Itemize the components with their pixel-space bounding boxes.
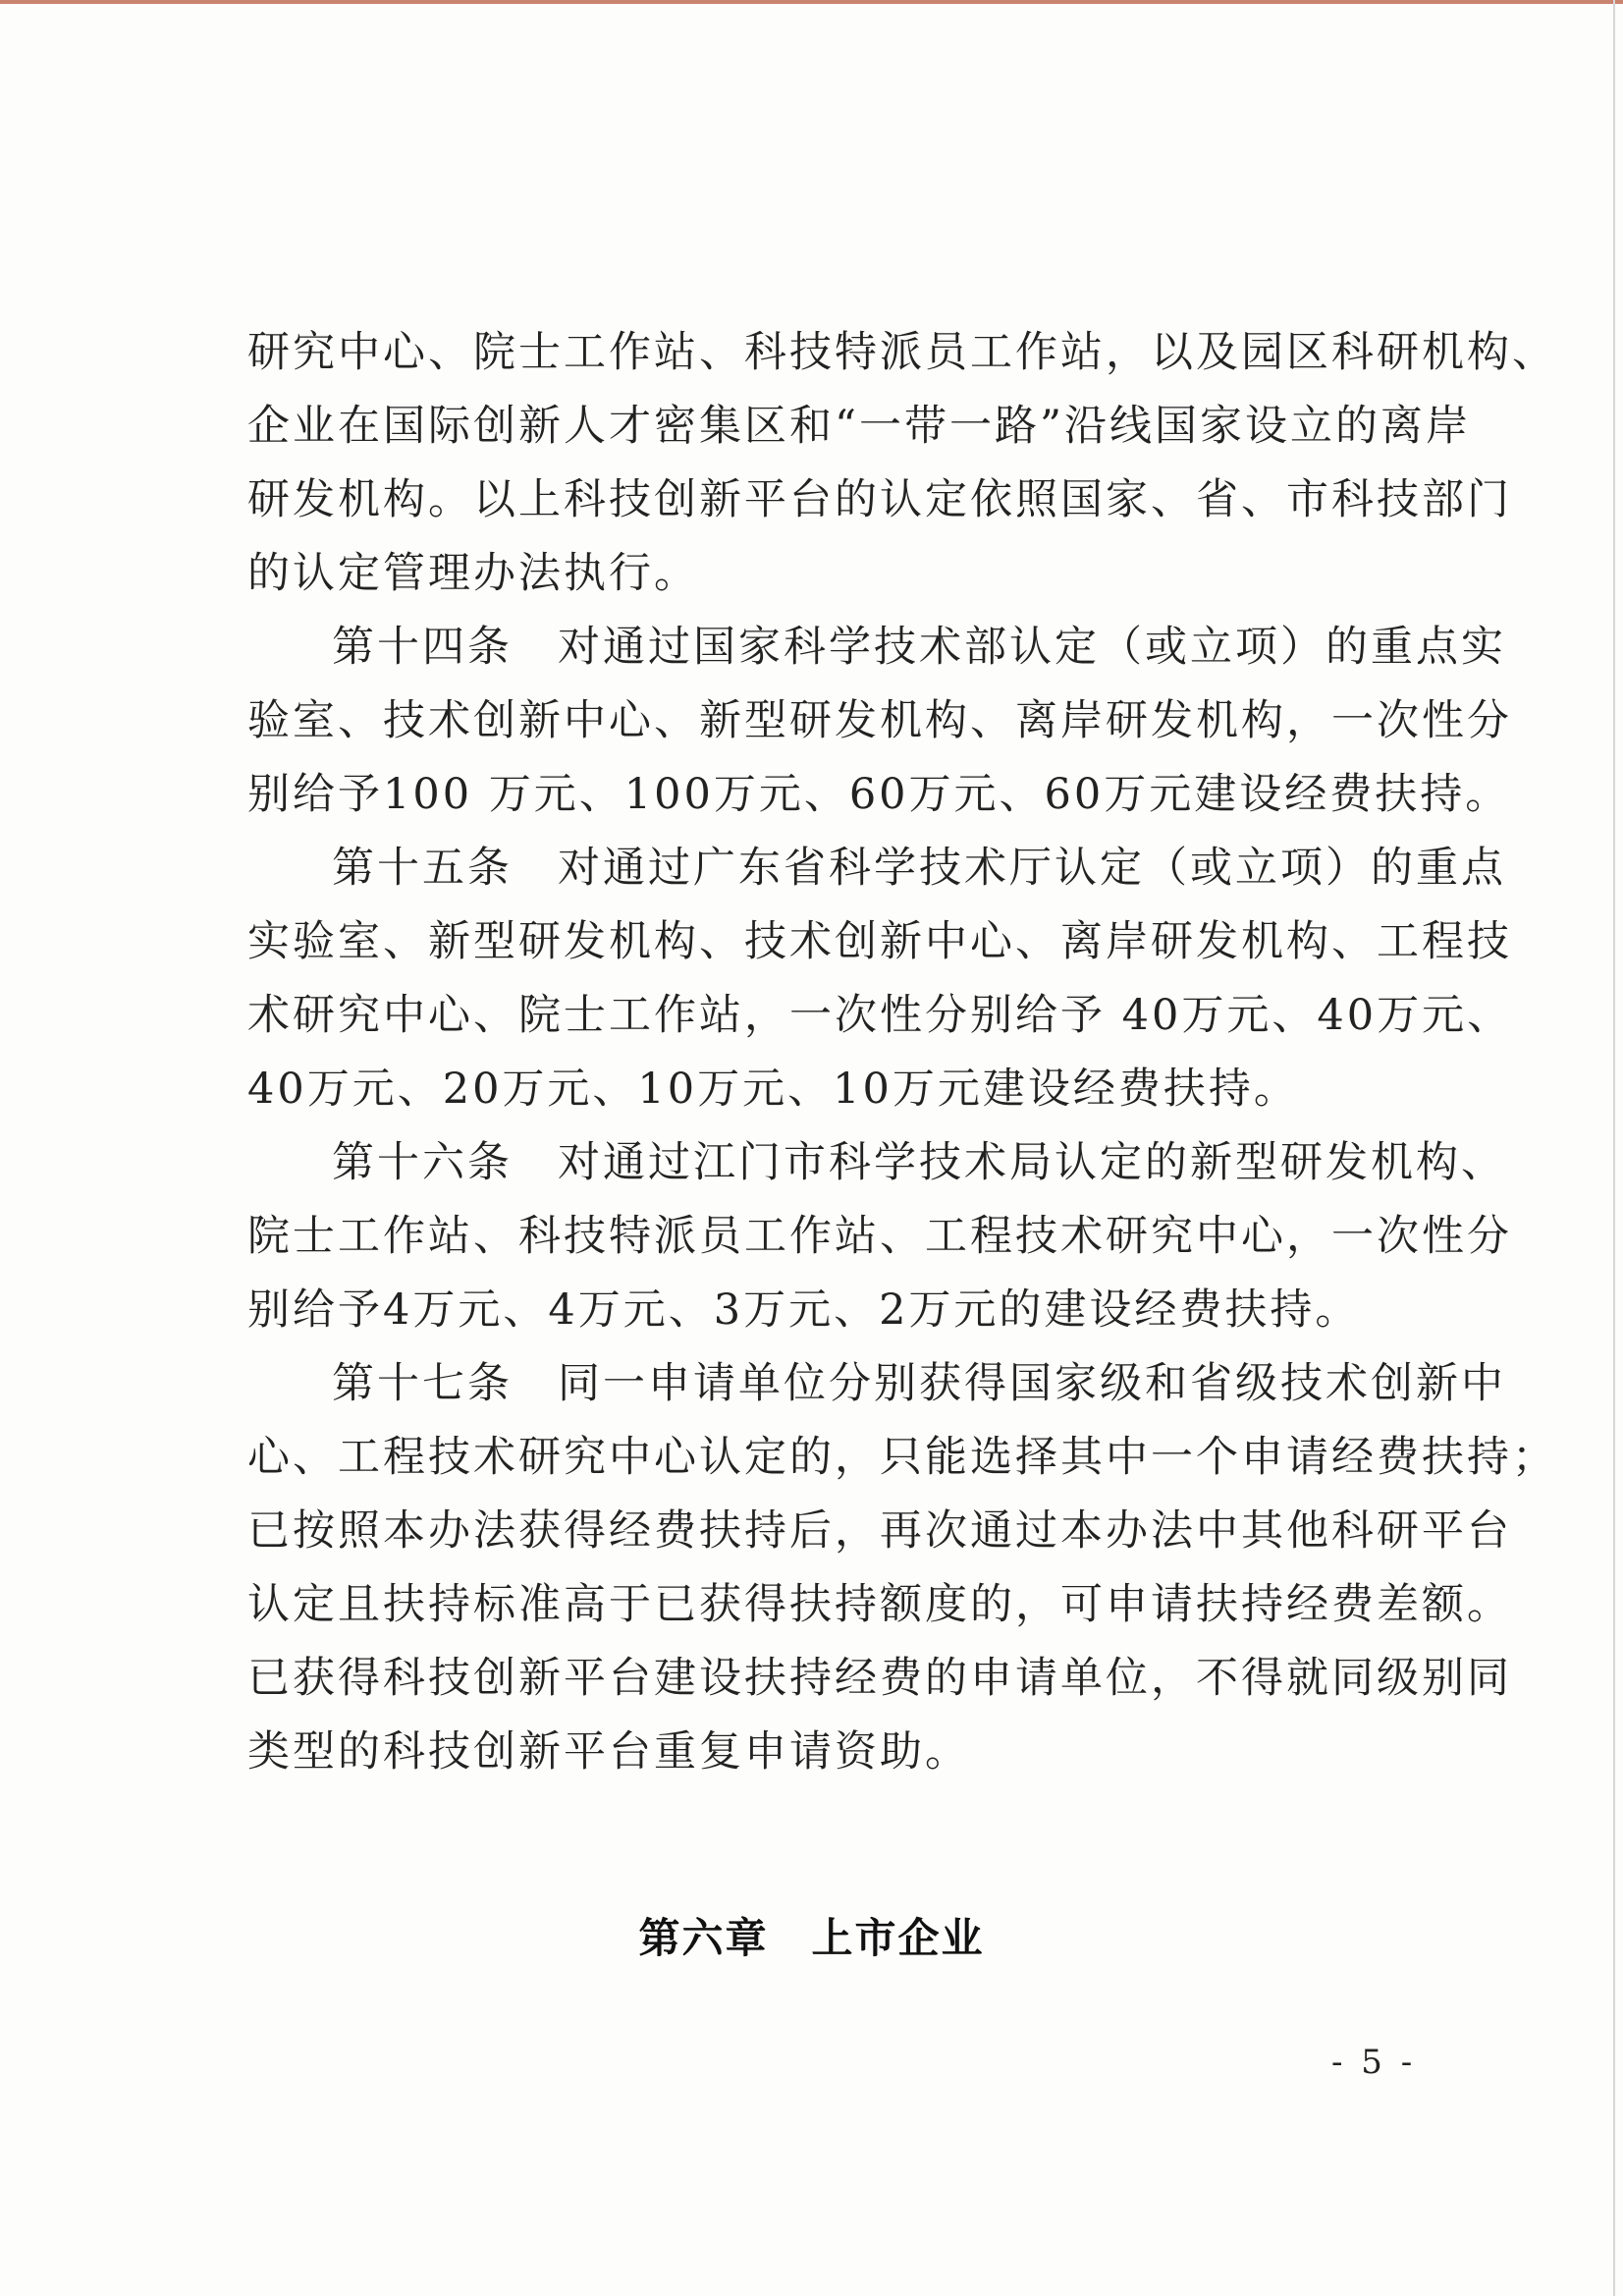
text-line: 企业在国际创新人才密集区和“一带一路”沿线国家设立的离岸 — [247, 402, 1471, 451]
top-border-line — [0, 0, 1623, 4]
text-line: 类型的科技创新平台重复申请资助。 — [247, 1727, 970, 1777]
text-line: 心、工程技术研究中心认定的，只能选择其中一个申请经费扶持； — [247, 1433, 1557, 1482]
text-line: 验室、技术创新中心、新型研发机构、离岸研发机构，一次性分 — [247, 696, 1512, 745]
text-line: 认定且扶持标准高于已获得扶持额度的，可申请扶持经费差额。 — [247, 1580, 1512, 1629]
text-line: 院士工作站、科技特派员工作站、工程技术研究中心，一次性分 — [247, 1212, 1512, 1261]
article-15-line: 第十五条 对通过广东省科学技术厅认定（或立项）的重点 — [332, 844, 1506, 893]
text-line: 40万元、20万元、10万元、10万元建设经费扶持。 — [247, 1065, 1299, 1114]
article-17-line: 第十七条 同一申请单位分别获得国家级和省级技术创新中 — [332, 1359, 1506, 1408]
text-line: 别给予100 万元、100万元、60万元、60万元建设经费扶持。 — [247, 770, 1511, 819]
text-line: 已按照本办法获得经费扶持后，再次通过本办法中其他科研平台 — [247, 1506, 1512, 1556]
text-line: 研发机构。以上科技创新平台的认定依照国家、省、市科技部门 — [247, 475, 1512, 524]
article-14-line: 第十四条 对通过国家科学技术部认定（或立项）的重点实 — [332, 623, 1506, 672]
text-line: 已获得科技创新平台建设扶持经费的申请单位，不得就同级别同 — [247, 1654, 1512, 1703]
body-text — [247, 316, 1557, 1789]
article-16-line: 第十六条 对通过江门市科学技术局认定的新型研发机构、 — [332, 1138, 1506, 1187]
chapter-title: 第六章 上市企业 — [638, 1914, 985, 1962]
text-line: 术研究中心、院士工作站，一次性分别给予 40万元、40万元、 — [247, 991, 1513, 1040]
text-line: 研究中心、院士工作站、科技特派员工作站，以及园区科研机构、 — [247, 328, 1557, 377]
text-line: 实验室、新型研发机构、技术创新中心、离岸研发机构、工程技 — [247, 917, 1512, 966]
text-line: 别给予4万元、4万元、3万元、2万元的建设经费扶持。 — [247, 1285, 1361, 1335]
page-number: - 5 - — [1331, 2043, 1417, 2082]
text-line: 的认定管理办法执行。 — [247, 549, 699, 598]
